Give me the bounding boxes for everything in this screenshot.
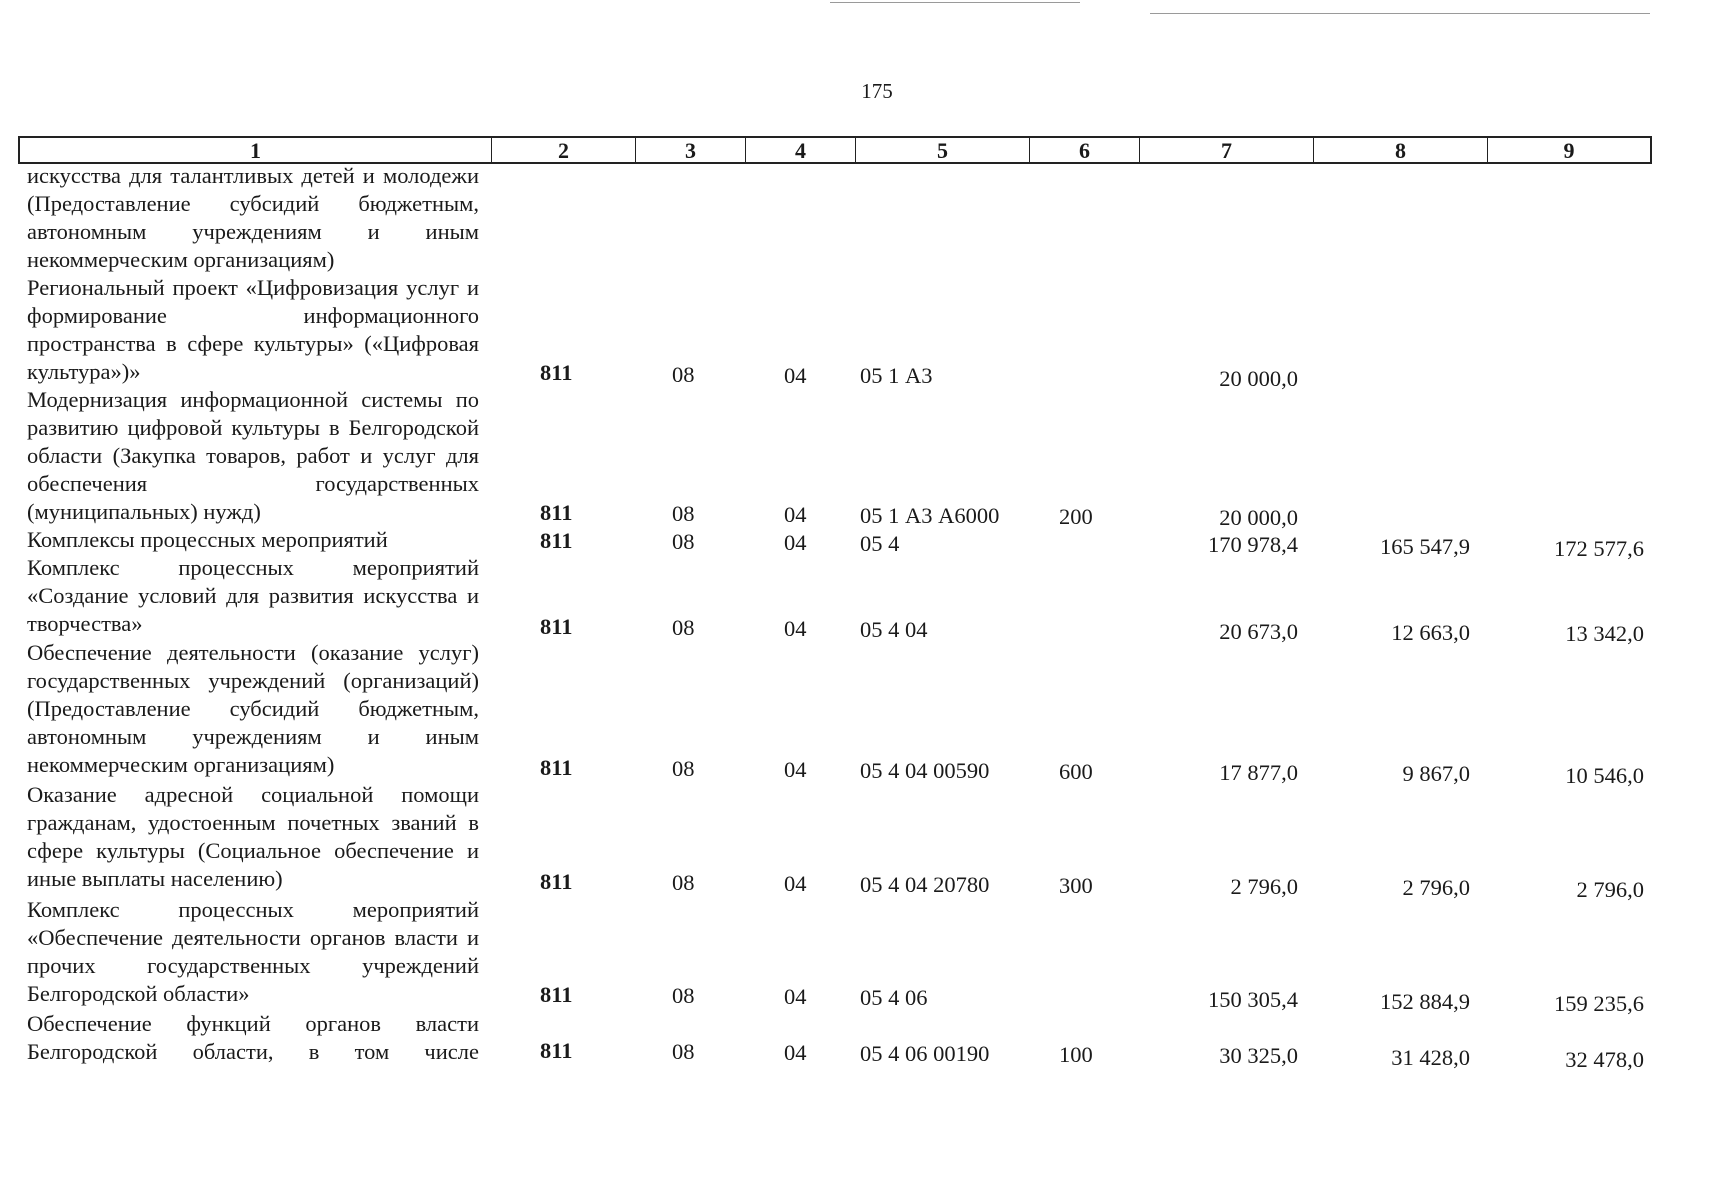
row-8-name: Обеспечение функций органов власти Белгородской области, в том числе <box>27 1011 479 1064</box>
column-header-3: 3 <box>636 138 746 162</box>
row-6-col-2: 811 <box>540 869 573 894</box>
row-6-name: Оказание адресной социальной помощи гражданам, удостоенным почетных званий в сфере культуры (Социальное обеспечение и иные выплаты населению) <box>27 782 479 891</box>
row-1-col-5: 05 1 А3 <box>860 363 933 388</box>
row-7-name: Комплекс процессных мероприятий «Обеспечение деятельности органов власти и прочих государственных учреждений Белгородской области» <box>27 897 479 1006</box>
row-1-col-4: 04 <box>784 363 807 388</box>
row-1-col-2: 811 <box>540 360 573 385</box>
row-4-col-8: 12 663,0 <box>1391 620 1470 645</box>
row-3-name: Комплексы процессных мероприятий <box>27 527 388 552</box>
row-5-col-3: 08 <box>672 756 695 781</box>
row-8-col-8: 31 428,0 <box>1391 1045 1470 1070</box>
row-6-col-8: 2 796,0 <box>1402 875 1470 900</box>
row-2-col-4: 04 <box>784 502 807 527</box>
row-2-name: Модернизация информационной системы по развитию цифровой культуры в Белгородской области (Закупка товаров, работ и услуг для обеспечения государственных (муниципальных) нужд) <box>27 387 479 524</box>
row-5-col-9: 10 546,0 <box>1565 763 1644 788</box>
row-7-col-5: 05 4 06 <box>860 985 928 1010</box>
row-8-col-2: 811 <box>540 1038 573 1063</box>
row-7-col-3: 08 <box>672 983 695 1008</box>
row-5-col-6: 600 <box>1059 759 1093 784</box>
column-header-8: 8 <box>1314 138 1488 162</box>
row-3-col-2: 811 <box>540 528 573 553</box>
row-4-col-5: 05 4 04 <box>860 617 928 642</box>
row-7-col-8: 152 884,9 <box>1380 989 1470 1014</box>
row-6-col-3: 08 <box>672 870 695 895</box>
row-2-col-3: 08 <box>672 501 695 526</box>
row-6-col-4: 04 <box>784 871 807 896</box>
row-0-name: искусства для талантливых детей и молодежи (Предоставление субсидий бюджетным, автономным учреждениям и иным некоммерческим организациям) <box>27 163 479 272</box>
row-3-col-4: 04 <box>784 530 807 555</box>
row-4-name: Комплекс процессных мероприятий «Создание условий для развития искусства и творчества» <box>27 555 479 636</box>
scan-artifact-line <box>830 2 1080 3</box>
row-5-col-2: 811 <box>540 755 573 780</box>
row-2-col-6: 200 <box>1059 504 1093 529</box>
row-1-col-7: 20 000,0 <box>1219 366 1298 391</box>
row-6-col-9: 2 796,0 <box>1576 877 1644 902</box>
row-3-col-5: 05 4 <box>860 531 900 556</box>
column-header-5: 5 <box>856 138 1030 162</box>
row-7-col-9: 159 235,6 <box>1554 991 1644 1016</box>
row-8-col-7: 30 325,0 <box>1219 1043 1298 1068</box>
column-header-7: 7 <box>1140 138 1314 162</box>
row-8-col-9: 32 478,0 <box>1565 1047 1644 1072</box>
row-5-col-8: 9 867,0 <box>1402 761 1470 786</box>
row-5-name: Обеспечение деятельности (оказание услуг) государственных учреждений (организаций) (Предоставление субсидий бюджетным, автономным учреждениям и иным некоммерческим организациям) <box>27 640 479 777</box>
row-4-col-2: 811 <box>540 614 573 639</box>
row-5-col-5: 05 4 04 00590 <box>860 758 990 783</box>
row-6-col-6: 300 <box>1059 873 1093 898</box>
row-4-col-4: 04 <box>784 616 807 641</box>
row-8-col-5: 05 4 06 00190 <box>860 1041 990 1066</box>
row-2-col-5: 05 1 А3 А6000 <box>860 503 1000 528</box>
row-6-col-7: 2 796,0 <box>1230 874 1298 899</box>
row-8-col-6: 100 <box>1059 1042 1093 1067</box>
column-header-9: 9 <box>1563 138 1575 163</box>
row-4-col-3: 08 <box>672 615 695 640</box>
scan-artifact-line <box>1150 13 1650 14</box>
table-header-row <box>18 136 1652 164</box>
column-header-4: 4 <box>746 138 856 162</box>
row-2-col-7: 20 000,0 <box>1219 505 1298 530</box>
column-header-1: 1 <box>20 138 492 162</box>
row-8-col-3: 08 <box>672 1039 695 1064</box>
row-7-col-4: 04 <box>784 984 807 1009</box>
row-1-col-3: 08 <box>672 362 695 387</box>
row-1-name: Региональный проект «Цифровизация услуг и формирование информационного пространства в сфере культуры» («Цифровая культура»)» <box>27 275 479 384</box>
row-5-col-7: 17 877,0 <box>1219 760 1298 785</box>
column-header-2: 2 <box>492 138 636 162</box>
row-4-col-9: 13 342,0 <box>1565 621 1644 646</box>
row-3-col-9: 172 577,6 <box>1554 536 1644 561</box>
row-6-col-5: 05 4 04 20780 <box>860 872 990 897</box>
row-7-col-2: 811 <box>540 982 573 1007</box>
row-8-col-4: 04 <box>784 1040 807 1065</box>
row-3-col-7: 170 978,4 <box>1208 532 1298 557</box>
column-header-6: 6 <box>1030 138 1140 162</box>
row-4-col-7: 20 673,0 <box>1219 619 1298 644</box>
row-3-col-3: 08 <box>672 529 695 554</box>
row-7-col-7: 150 305,4 <box>1208 987 1298 1012</box>
page-number: 175 <box>861 79 893 103</box>
row-5-col-4: 04 <box>784 757 807 782</box>
row-2-col-2: 811 <box>540 500 573 525</box>
row-3-col-8: 165 547,9 <box>1380 534 1470 559</box>
